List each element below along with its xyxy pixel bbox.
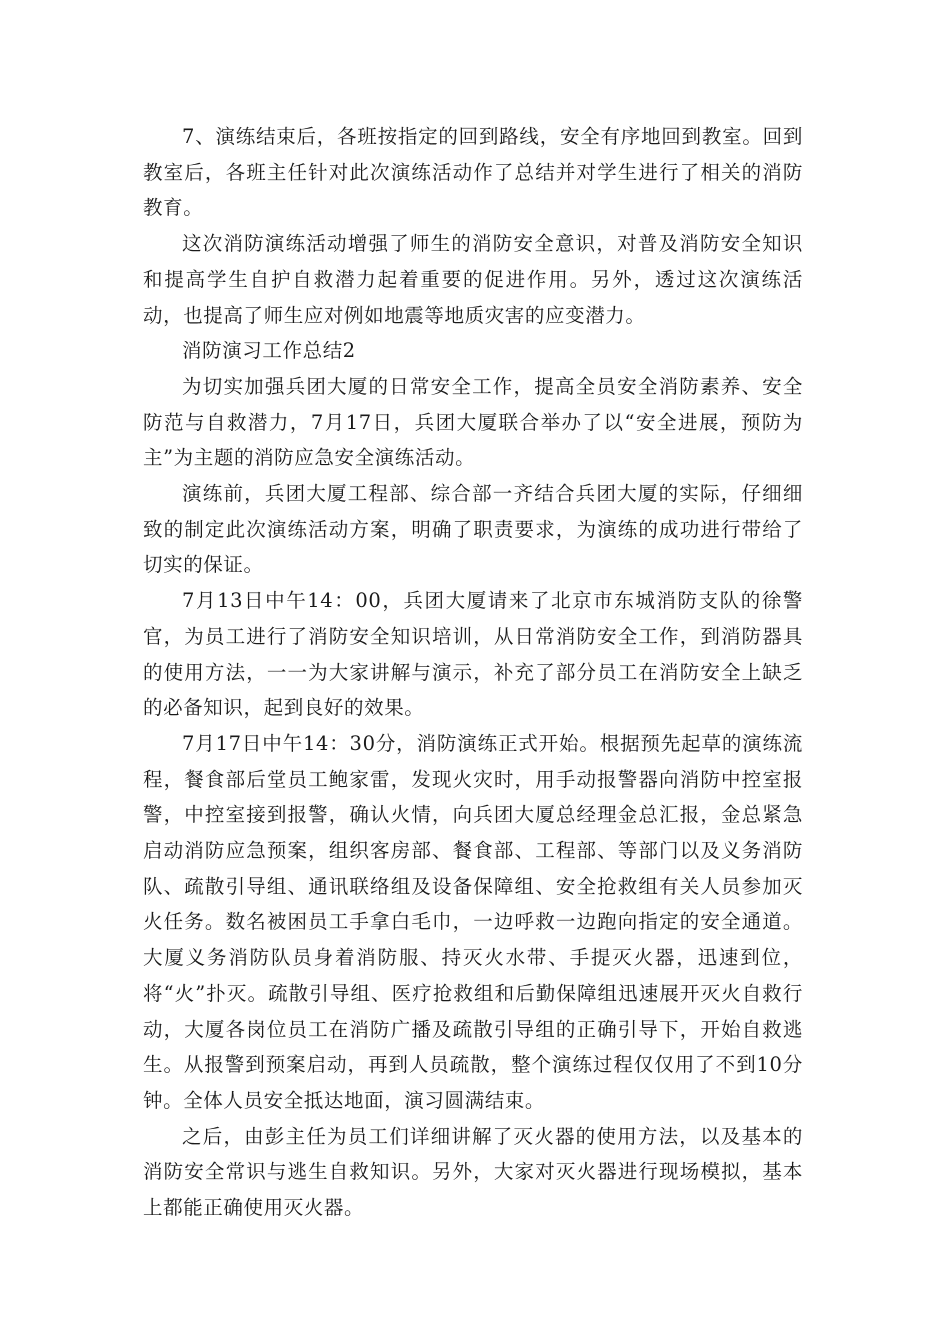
paragraph-drill-end: 7、演练结束后，各班按指定的回到路线，安全有序地回到教室。回到教室后，各班主任针对此次演练活动作了总结并对学生进行了相关的消防教育。 <box>143 125 803 220</box>
paragraph-intro: 为切实加强兵团大厦的日常安全工作，提高全员安全消防素养、安全防范与自救潜力，7月17日，兵团大厦联合举办了以“安全进展，预防为主”为主题的消防应急安全演练活动。 <box>143 374 803 470</box>
paragraph-preparation: 演练前，兵团大厦工程部、综合部一齐结合兵团大厦的实际，仔细细致的制定此次演练活动方案，明确了职责要求，为演练的成功进行带给了切实的保证。 <box>143 482 803 577</box>
paragraph-drill-effect: 这次消防演练活动增强了师生的消防安全意识，对普及消防安全知识和提高学生自护自救潜力起着重要的促进作用。另外，透过这次演练活动，也提高了师生应对例如地震等地质灾害的应变潜力。 <box>143 232 803 327</box>
paragraph-training: 7月13日中午14：00，兵团大厦请来了北京市东城消防支队的徐警官，为员工进行了消防安全知识培训，从日常消防安全工作，到消防器具的使用方法，一一为大家讲解与演示，补充了部分员工在消防安全上缺乏的必备知识，起到良好的效果。 <box>143 589 803 720</box>
document-body <box>143 119 803 1226</box>
paragraph-conclusion: 之后，由彭主任为员工们详细讲解了灭火器的使用方法，以及基本的消防安全常识与逃生自救知识。另外，大家对灭火器进行现场模拟，基本上都能正确使用灭火器。 <box>143 1124 803 1220</box>
paragraph-drill-process: 7月17日中午14：30分，消防演练正式开始。根据预先起草的演练流程，餐食部后堂员工鲍家雷，发现火灾时，用手动报警器向消防中控室报警，中控室接到报警，确认火情，向兵团大厦总经理金总汇报，金总紧急启动消防应急预案，组织客房部、餐食部、工程部、等部门以及义务消防队、疏散引导组、通讯联络组及设备保障组、安全抢救组有关人员参加灭火任务。数名被困员工手拿白毛巾，一边呼救一边跑向指定的安全通道。大厦义务消防队员身着消防服、持灭火水带、手提灭火器，迅速到位，将“火”扑灭。疏散引导组、医疗抢救组和后勤保障组迅速展开灭火自救行动，大厦各岗位员工在消防广播及疏散引导组的正确引导下，开始自救逃生。从报警到预案启动，再到人员疏散，整个演练过程仅仅用了不到10分钟。全体人员安全抵达地面，演习圆满结束。 <box>143 731 803 1112</box>
section-heading: 消防演习工作总结2 <box>182 339 356 363</box>
